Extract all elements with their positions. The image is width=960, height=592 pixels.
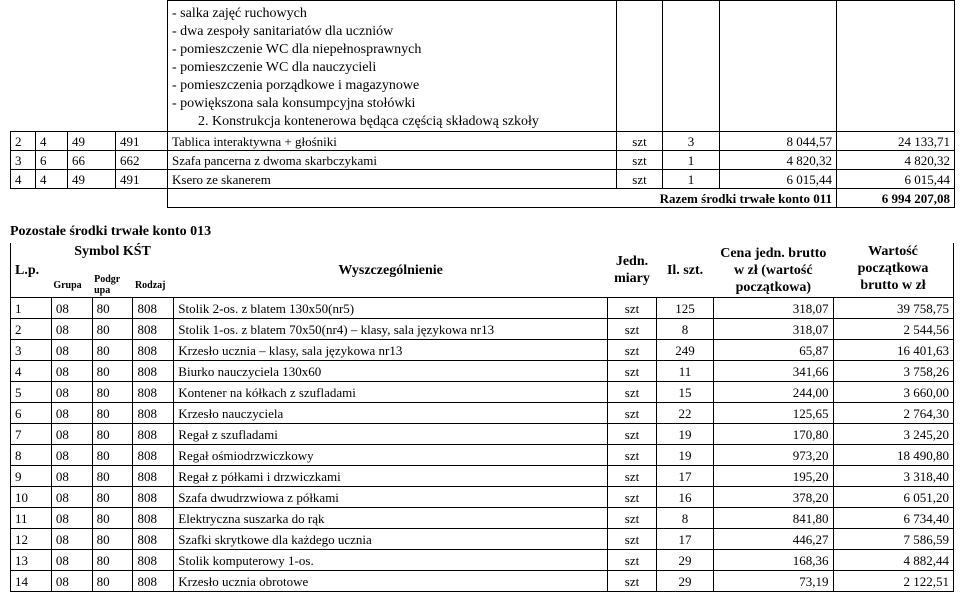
price-cell: 378,20: [714, 487, 833, 508]
list-block-row: [11, 1, 955, 132]
value-header: Wartość początkowa brutto w zł: [833, 243, 953, 298]
value-cell: 24 133,71: [837, 132, 955, 151]
podgrupa-header: Podgr upa: [94, 274, 121, 296]
total-label: Razem środki trwałe konto 011: [168, 189, 837, 208]
unit-cell: szt: [617, 170, 663, 189]
table-row: [11, 529, 954, 550]
item-name-cell: Ksero ze skanerem: [168, 170, 617, 189]
rodzaj-header: Rodzaj: [134, 279, 166, 291]
rodzaj-cell: 808: [133, 571, 174, 592]
qty-cell: 16: [656, 487, 713, 508]
table-row: [11, 298, 954, 319]
podgrupa-cell: 80: [92, 466, 133, 487]
value-cell: 2 764,30: [833, 403, 953, 424]
qty-cell: 29: [656, 550, 713, 571]
price-cell: 4 820,32: [720, 151, 837, 170]
unit-cell: szt: [617, 132, 663, 151]
lp-cell: 10: [11, 487, 52, 508]
price-cell: 244,00: [714, 382, 833, 403]
qty-cell: 1: [663, 170, 720, 189]
unit-cell: szt: [608, 466, 657, 487]
item-name-cell: Krzesło ucznia obrotowe: [174, 571, 608, 592]
lp-cell: 5: [11, 382, 52, 403]
grupa-cell: 08: [51, 487, 92, 508]
unit-cell: szt: [608, 571, 657, 592]
grupa-cell: 08: [51, 424, 92, 445]
value-cell: 2 544,56: [833, 319, 953, 340]
podgrupa-cell: 80: [92, 487, 133, 508]
qty-cell: 8: [656, 508, 713, 529]
table-row: [11, 403, 954, 424]
table-row: [11, 487, 954, 508]
grupa-cell: 08: [51, 550, 92, 571]
lp-cell: 12: [11, 529, 52, 550]
table-row: [11, 170, 955, 189]
unit-cell: szt: [617, 151, 663, 170]
qty-cell: 249: [656, 340, 713, 361]
grupa-cell: 4: [36, 132, 68, 151]
qty-cell: 19: [656, 424, 713, 445]
lp-cell: 14: [11, 571, 52, 592]
unit-cell: szt: [608, 319, 657, 340]
item-name-cell: Szafa pancerna z dwoma skarbczykami: [168, 151, 617, 170]
price-cell: 125,65: [714, 403, 833, 424]
qty-cell: 125: [656, 298, 713, 319]
rodzaj-cell: 808: [133, 550, 174, 571]
total-value: 6 994 207,08: [837, 189, 955, 208]
qty-cell: 17: [656, 466, 713, 487]
lp-cell: 1: [11, 298, 52, 319]
rodzaj-cell: 808: [133, 361, 174, 382]
podgrupa-cell: 80: [92, 445, 133, 466]
grupa-cell: 08: [51, 466, 92, 487]
table-row: [11, 340, 954, 361]
podgrupa-cell: 80: [92, 529, 133, 550]
value-cell: 3 318,40: [833, 466, 953, 487]
lp-cell: 9: [11, 466, 52, 487]
item-name-cell: Szafki skrytkowe dla każdego ucznia: [174, 529, 608, 550]
item-name-cell: Stolik komputerowy 1-os.: [174, 550, 608, 571]
unit-cell: szt: [608, 361, 657, 382]
grupa-cell: 08: [51, 361, 92, 382]
qty-cell: 29: [656, 571, 713, 592]
item-name-cell: Stolik 2-os. z blatem 130x50(nr5): [174, 298, 608, 319]
rodzaj-cell: 808: [133, 298, 174, 319]
unit-cell: szt: [608, 550, 657, 571]
table-row: [11, 466, 954, 487]
item-name-cell: Krzesło nauczyciela: [174, 403, 608, 424]
qty-header: Il. szt.: [666, 262, 704, 278]
price-cell: 195,20: [714, 466, 833, 487]
price-cell: 318,07: [714, 298, 833, 319]
item-name-cell: Kontener na kółkach z szufladami: [174, 382, 608, 403]
rodzaj-cell: 808: [133, 382, 174, 403]
list-item: - dwa zespoły sanitariatów dla uczniów: [172, 24, 394, 39]
table-row: [11, 508, 954, 529]
unit-cell: szt: [608, 508, 657, 529]
value-cell: 6 015,44: [837, 170, 955, 189]
value-cell: 2 122,51: [833, 571, 953, 592]
table-row: [11, 445, 954, 466]
podgrupa-cell: 80: [92, 508, 133, 529]
item-name-cell: Tablica interaktywna + głośniki: [168, 132, 617, 151]
podgrupa-cell: 66: [68, 151, 116, 170]
item-name-cell: Regał ośmiodrzwiczkowy: [174, 445, 608, 466]
lp-cell: 3: [11, 151, 36, 170]
lp-cell: 8: [11, 445, 52, 466]
unit-cell: szt: [608, 403, 657, 424]
qty-cell: 17: [656, 529, 713, 550]
item-name-cell: Krzesło ucznia – klasy, sala językowa nr13: [174, 340, 608, 361]
price-cell: 973,20: [714, 445, 833, 466]
lp-cell: 7: [11, 424, 52, 445]
table-row: [11, 382, 954, 403]
podgrupa-cell: 80: [92, 340, 133, 361]
lp-cell: 2: [11, 319, 52, 340]
value-cell: 3 245,20: [833, 424, 953, 445]
price-header: Cena jedn. brutto w zł (wartość początkowa): [720, 245, 827, 295]
item-name-cell: Regał z półkami i drzwiczkami: [174, 466, 608, 487]
podgrupa-cell: 80: [92, 361, 133, 382]
item-name-cell: Biurko nauczyciela 130x60: [174, 361, 608, 382]
value-cell: 7 586,59: [833, 529, 953, 550]
lp-cell: 4: [11, 361, 52, 382]
fixed-assets-011-table: [10, 0, 955, 208]
section-title: Pozostałe środki trwałe konto 013: [10, 224, 212, 239]
podgrupa-cell: 49: [68, 170, 116, 189]
unit-cell: szt: [608, 424, 657, 445]
qty-cell: 22: [656, 403, 713, 424]
header-row: [11, 243, 954, 273]
item-name-cell: Szafa dwudrzwiowa z półkami: [174, 487, 608, 508]
table-row: [11, 424, 954, 445]
grupa-cell: 6: [36, 151, 68, 170]
lp-cell: 4: [11, 170, 36, 189]
value-cell: 4 820,32: [837, 151, 955, 170]
grupa-cell: 08: [51, 298, 92, 319]
value-cell: 6 734,40: [833, 508, 953, 529]
price-cell: 446,27: [714, 529, 833, 550]
symbol-kst-header: Symbol KŚT: [74, 244, 151, 259]
rodzaj-cell: 808: [133, 445, 174, 466]
price-cell: 65,87: [714, 340, 833, 361]
list-item: - pomieszczenie WC dla nauczycieli: [172, 60, 377, 75]
rodzaj-cell: 808: [133, 487, 174, 508]
lp-cell: 2: [11, 132, 36, 151]
qty-cell: 15: [656, 382, 713, 403]
podgrupa-cell: 80: [92, 403, 133, 424]
subheading: 2. Konstrukcja kontenerowa będąca częścią składową szkoły: [198, 114, 539, 129]
room-list: [168, 1, 617, 132]
rodzaj-cell: 662: [116, 151, 168, 170]
price-cell: 318,07: [714, 319, 833, 340]
table-row: [11, 550, 954, 571]
unit-cell: szt: [608, 340, 657, 361]
price-cell: 8 044,57: [720, 132, 837, 151]
value-cell: 4 882,44: [833, 550, 953, 571]
value-cell: 6 051,20: [833, 487, 953, 508]
podgrupa-cell: 80: [92, 571, 133, 592]
qty-cell: 1: [663, 151, 720, 170]
value-cell: 3 660,00: [833, 382, 953, 403]
item-name-cell: Regał z szufladami: [174, 424, 608, 445]
grupa-cell: 4: [36, 170, 68, 189]
name-header: Wyszczególnienie: [338, 262, 443, 278]
grupa-cell: 08: [51, 403, 92, 424]
item-name-cell: Elektryczna suszarka do rąk: [174, 508, 608, 529]
podgrupa-cell: 80: [92, 550, 133, 571]
list-item: - powiększona sala konsumpcyjna stołówki: [172, 96, 416, 111]
grupa-cell: 08: [51, 508, 92, 529]
table-row: [11, 132, 955, 151]
qty-cell: 11: [656, 361, 713, 382]
value-cell: 3 758,26: [833, 361, 953, 382]
rodzaj-cell: 808: [133, 508, 174, 529]
item-name-cell: Stolik 1-os. z blatem 70x50(nr4) – klasy, sala językowa nr13: [174, 319, 608, 340]
lp-cell: 3: [11, 340, 52, 361]
value-cell: 39 758,75: [833, 298, 953, 319]
price-cell: 6 015,44: [720, 170, 837, 189]
grupa-cell: 08: [51, 445, 92, 466]
lp-cell: 6: [11, 403, 52, 424]
unit-header: Jedn. miary: [614, 254, 650, 286]
podgrupa-cell: 80: [92, 319, 133, 340]
rodzaj-cell: 808: [133, 466, 174, 487]
qty-cell: 8: [656, 319, 713, 340]
grupa-cell: 08: [51, 571, 92, 592]
value-cell: 18 490,80: [833, 445, 953, 466]
podgrupa-cell: 49: [68, 132, 116, 151]
rodzaj-cell: 808: [133, 529, 174, 550]
total-row: [11, 189, 955, 208]
unit-cell: szt: [608, 298, 657, 319]
list-item: - salka zajęć ruchowych: [172, 6, 307, 21]
price-cell: 341,66: [714, 361, 833, 382]
grupa-cell: 08: [51, 529, 92, 550]
price-cell: 841,80: [714, 508, 833, 529]
grupa-cell: 08: [51, 340, 92, 361]
unit-cell: szt: [608, 382, 657, 403]
rodzaj-cell: 808: [133, 319, 174, 340]
unit-cell: szt: [608, 487, 657, 508]
rodzaj-cell: 808: [133, 340, 174, 361]
lp-cell: 11: [11, 508, 52, 529]
price-cell: 73,19: [714, 571, 833, 592]
qty-cell: 19: [656, 445, 713, 466]
qty-cell: 3: [663, 132, 720, 151]
list-item: - pomieszczenie WC dla niepełnosprawnych: [172, 42, 422, 57]
rodzaj-cell: 491: [116, 132, 168, 151]
rodzaj-cell: 808: [133, 424, 174, 445]
unit-cell: szt: [608, 529, 657, 550]
rodzaj-cell: 491: [116, 170, 168, 189]
price-cell: 170,80: [714, 424, 833, 445]
table-row: [11, 151, 955, 170]
grupa-cell: 08: [51, 319, 92, 340]
rodzaj-cell: 808: [133, 403, 174, 424]
grupa-header: Grupa: [53, 279, 82, 291]
table-row: [11, 571, 954, 592]
value-cell: 16 401,63: [833, 340, 953, 361]
unit-cell: szt: [608, 445, 657, 466]
lp-header: L.p.: [11, 243, 52, 298]
podgrupa-cell: 80: [92, 298, 133, 319]
lp-cell: 13: [11, 550, 52, 571]
fixed-assets-013-table: [10, 243, 954, 592]
table-row: [11, 361, 954, 382]
grupa-cell: 08: [51, 382, 92, 403]
list-item: - pomieszczenia porządkowe i magazynowe: [172, 78, 420, 93]
podgrupa-cell: 80: [92, 382, 133, 403]
table-row: [11, 319, 954, 340]
price-cell: 168,36: [714, 550, 833, 571]
podgrupa-cell: 80: [92, 424, 133, 445]
